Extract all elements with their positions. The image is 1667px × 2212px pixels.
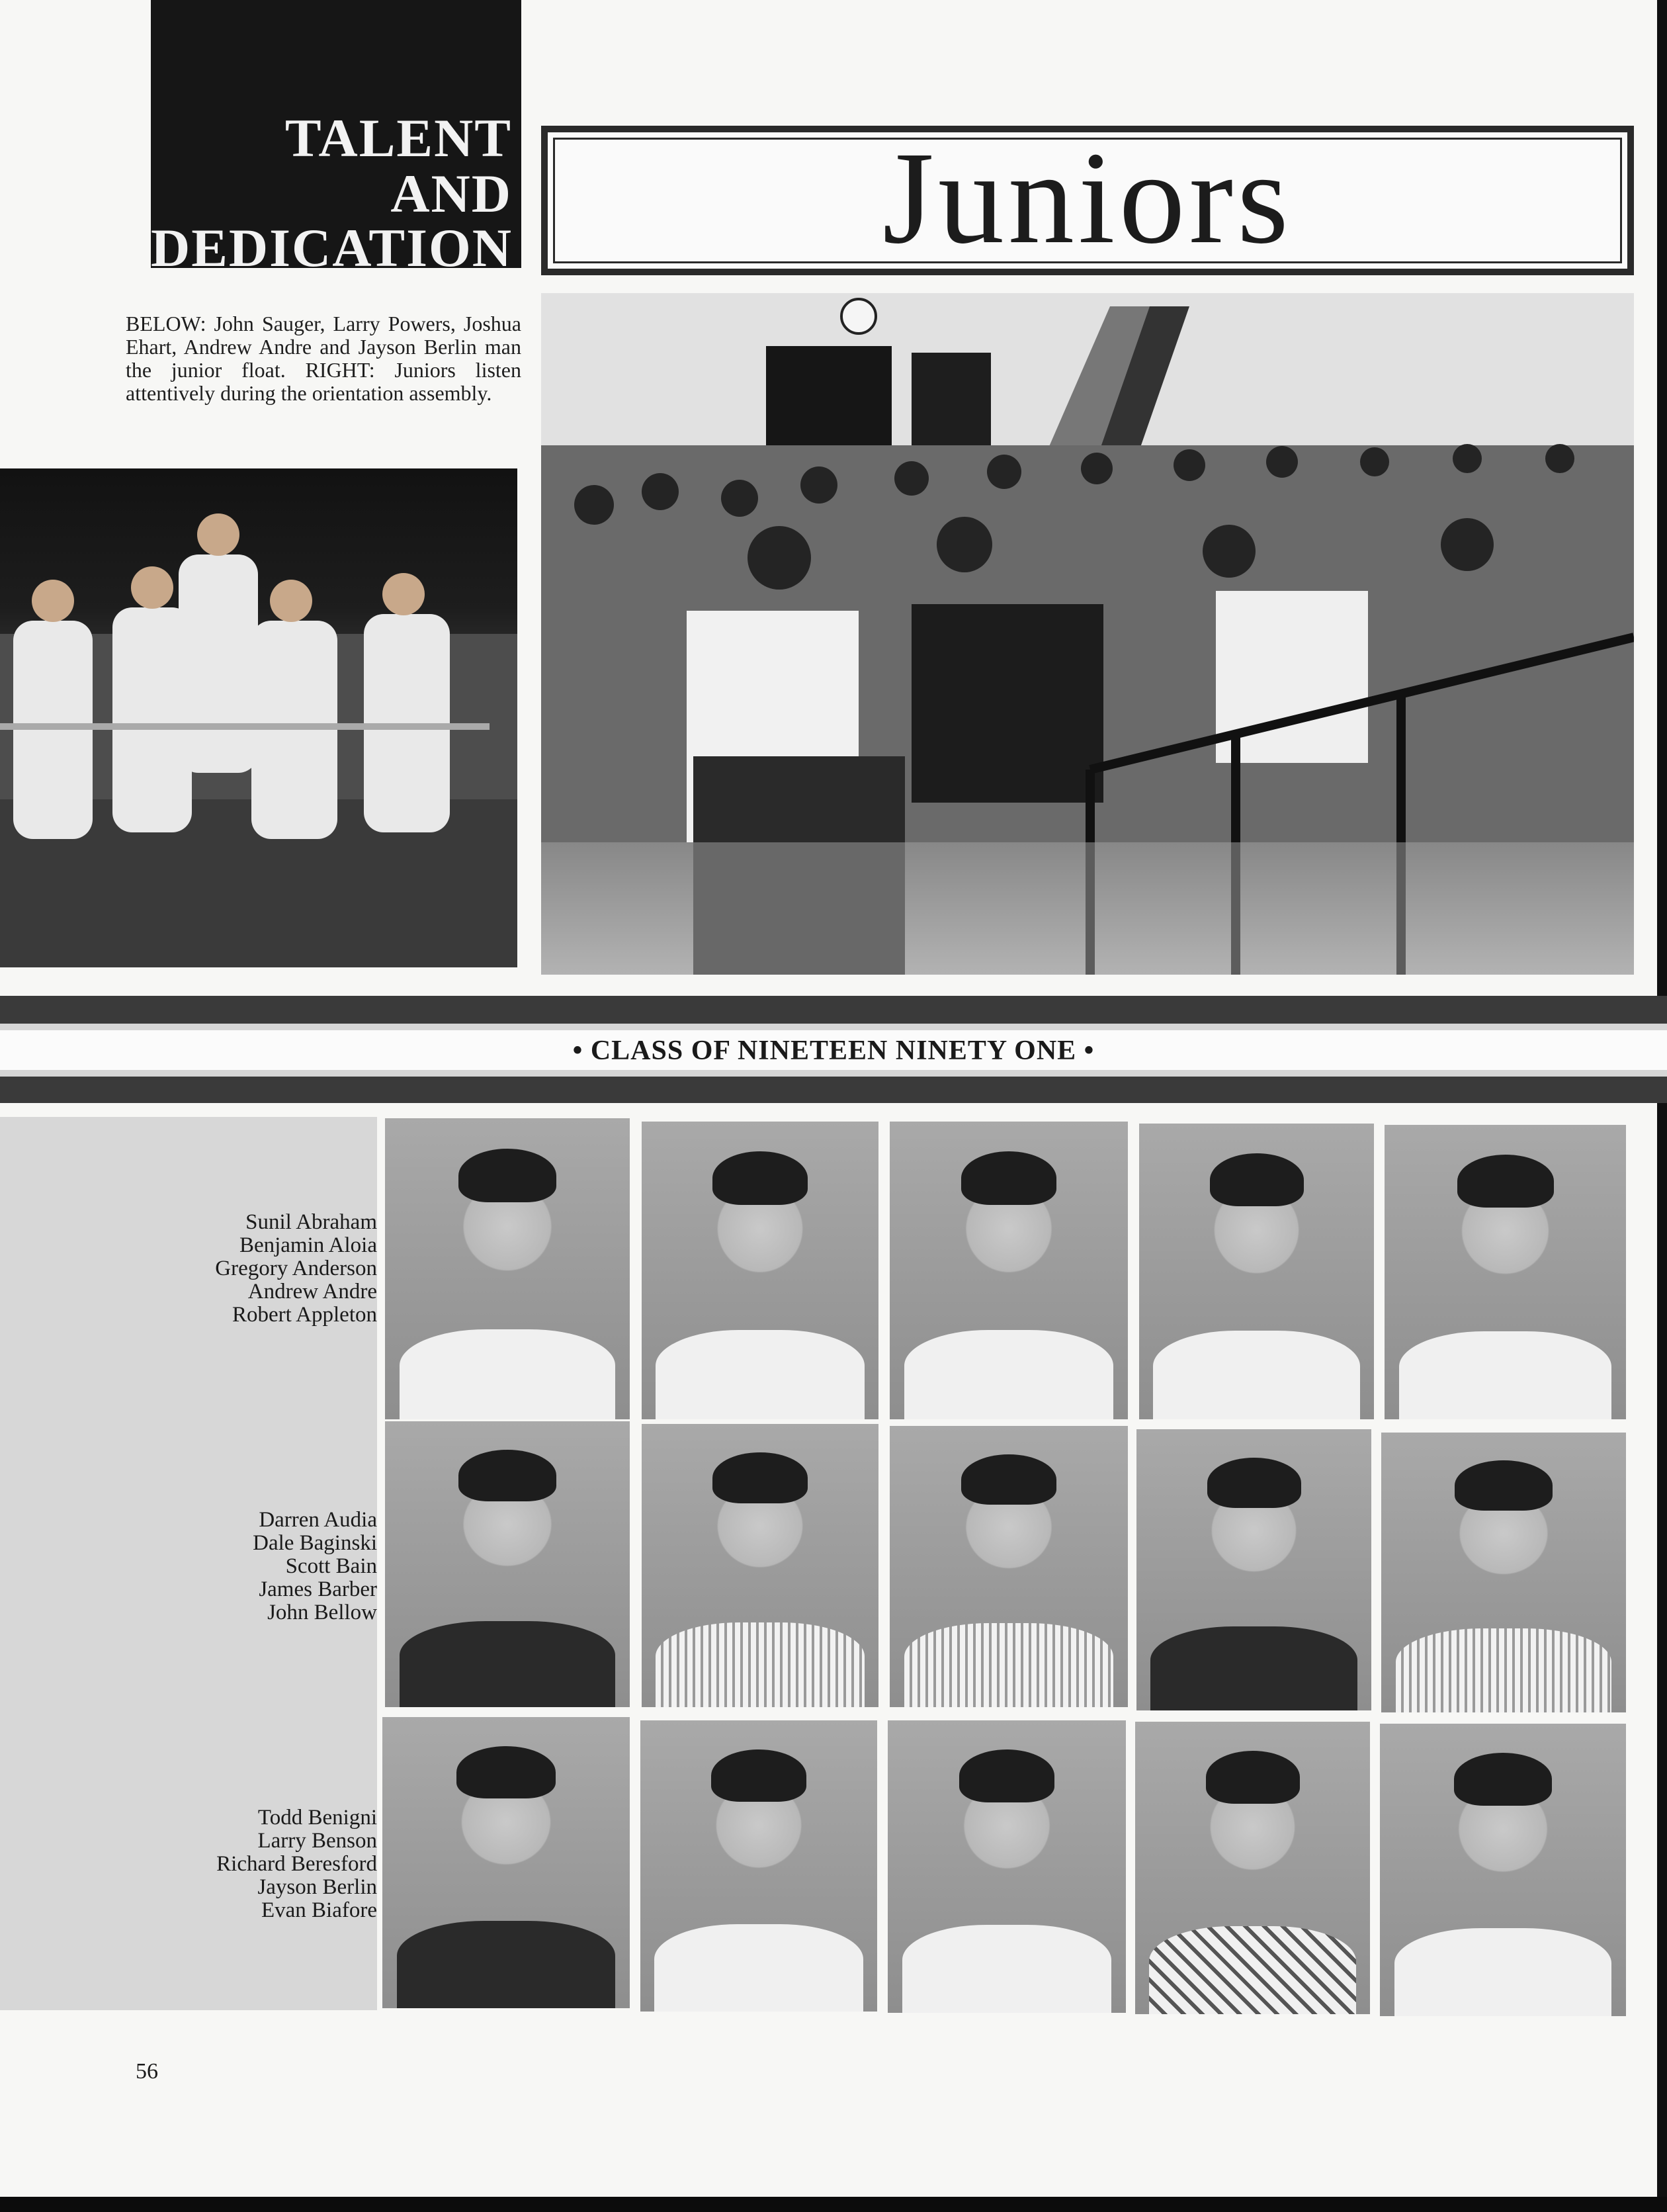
student-name: James Barber xyxy=(259,1577,377,1601)
float-photo-illustration xyxy=(0,468,517,967)
tag-line: AND xyxy=(390,163,512,224)
section-tag xyxy=(151,0,521,278)
band-bar xyxy=(0,1077,1667,1103)
name-list xyxy=(33,1806,377,1922)
page-edge xyxy=(1657,0,1667,2212)
student-portrait xyxy=(1135,1722,1370,2014)
student-name: Larry Benson xyxy=(257,1829,377,1853)
student-portrait xyxy=(888,1720,1126,2013)
student-portrait xyxy=(890,1426,1128,1707)
student-portrait xyxy=(890,1122,1128,1419)
page-title: Juniors xyxy=(882,124,1293,271)
student-name: John Bellow xyxy=(267,1601,377,1624)
photo-caption: BELOW: John Sauger, Larry Powers, Joshua Ehart, Andrew Andre and Jayson Berlin man the junior float. RIGHT: Juniors listen attentively during the orientation assembly. xyxy=(126,312,521,405)
assembly-photo xyxy=(541,293,1634,975)
name-list xyxy=(33,1211,377,1327)
student-portrait xyxy=(1380,1724,1626,2016)
student-portrait xyxy=(642,1122,878,1419)
student-portrait xyxy=(385,1118,630,1419)
student-name: Sunil Abraham xyxy=(245,1210,377,1234)
name-column xyxy=(0,1117,377,2010)
student-name: Andrew Andre xyxy=(247,1280,377,1304)
student-portrait xyxy=(1385,1125,1626,1419)
tag-line: DEDICATION xyxy=(151,218,513,278)
student-name: Todd Benigni xyxy=(257,1806,377,1830)
student-name: Gregory Anderson xyxy=(215,1257,377,1280)
band-bar xyxy=(0,1024,1667,1030)
tag-line: TALENT xyxy=(284,108,512,168)
page-number: 56 xyxy=(136,2059,158,2084)
name-list xyxy=(33,1509,377,1624)
student-portrait xyxy=(382,1717,630,2008)
student-name: Darren Audia xyxy=(259,1508,377,1532)
student-name: Scott Bain xyxy=(285,1554,377,1578)
band-bar xyxy=(0,1070,1667,1077)
student-portrait xyxy=(1139,1124,1374,1419)
band-bar xyxy=(0,996,1667,1024)
student-name: Jayson Berlin xyxy=(257,1875,377,1899)
student-portrait xyxy=(385,1421,630,1707)
student-name: Robert Appleton xyxy=(232,1303,377,1327)
student-portrait xyxy=(640,1720,877,2012)
class-band-title: • CLASS OF NINETEEN NINETY ONE • xyxy=(0,1030,1667,1070)
student-portrait xyxy=(1136,1429,1371,1710)
student-portrait xyxy=(1381,1433,1626,1712)
student-name: Richard Beresford xyxy=(216,1852,377,1876)
page-edge xyxy=(0,2197,1667,2212)
student-name: Dale Baginski xyxy=(253,1531,377,1555)
student-name: Benjamin Aloia xyxy=(239,1233,377,1257)
float-photo xyxy=(0,468,517,967)
student-portrait xyxy=(642,1424,878,1707)
student-name: Evan Biafore xyxy=(261,1898,377,1922)
title-box xyxy=(541,126,1634,275)
assembly-photo-illustration xyxy=(541,293,1634,975)
